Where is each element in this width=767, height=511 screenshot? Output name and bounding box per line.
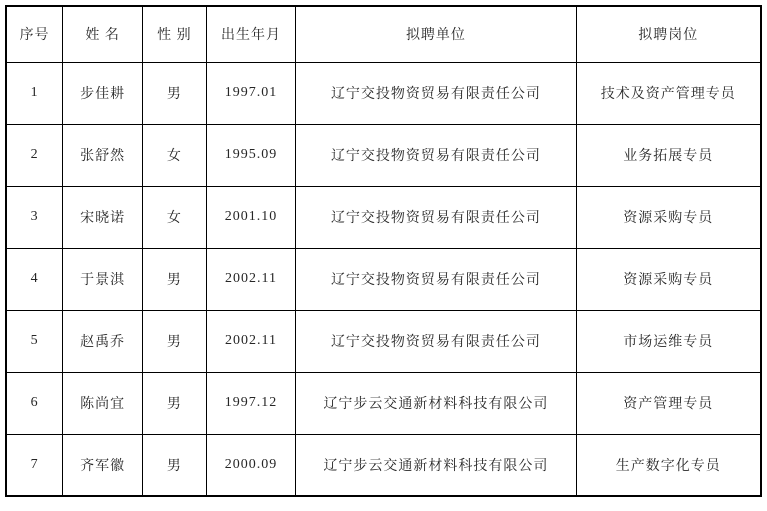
employer-cell: 辽宁交投物资贸易有限责任公司 [296, 62, 576, 124]
position-cell: 资源采购专员 [576, 248, 761, 310]
name-cell: 齐军徽 [63, 434, 143, 496]
header-gender: 性 别 [143, 6, 206, 62]
gender-cell: 男 [143, 62, 206, 124]
gender-cell: 男 [143, 248, 206, 310]
gender-cell: 男 [143, 372, 206, 434]
serial-cell: 7 [6, 434, 63, 496]
position-cell: 生产数字化专员 [576, 434, 761, 496]
position-cell: 业务拓展专员 [576, 124, 761, 186]
table-row [6, 124, 761, 186]
table-body [6, 62, 761, 496]
birth-cell: 1997.12 [206, 372, 296, 434]
position-cell: 资产管理专员 [576, 372, 761, 434]
employer-cell: 辽宁交投物资贸易有限责任公司 [296, 124, 576, 186]
birth-cell: 2002.11 [206, 310, 296, 372]
gender-cell: 女 [143, 124, 206, 186]
serial-cell: 4 [6, 248, 63, 310]
header-serial: 序号 [6, 6, 63, 62]
gender-cell: 男 [143, 434, 206, 496]
birth-cell: 1995.09 [206, 124, 296, 186]
birth-cell: 2001.10 [206, 186, 296, 248]
header-name: 姓 名 [63, 6, 143, 62]
header-row [6, 6, 761, 62]
serial-cell: 1 [6, 62, 63, 124]
birth-cell: 1997.01 [206, 62, 296, 124]
birth-cell: 2002.11 [206, 248, 296, 310]
header-position: 拟聘岗位 [576, 6, 761, 62]
employer-cell: 辽宁步云交通新材料科技有限公司 [296, 434, 576, 496]
gender-cell: 男 [143, 310, 206, 372]
header-employer: 拟聘单位 [296, 6, 576, 62]
header-birth: 出生年月 [206, 6, 296, 62]
table-row [6, 248, 761, 310]
name-cell: 张舒然 [63, 124, 143, 186]
name-cell: 赵禹乔 [63, 310, 143, 372]
serial-cell: 6 [6, 372, 63, 434]
table-row [6, 186, 761, 248]
table-row [6, 62, 761, 124]
serial-cell: 2 [6, 124, 63, 186]
position-cell: 市场运维专员 [576, 310, 761, 372]
serial-cell: 3 [6, 186, 63, 248]
table-row [6, 434, 761, 496]
position-cell: 资源采购专员 [576, 186, 761, 248]
serial-cell: 5 [6, 310, 63, 372]
gender-cell: 女 [143, 186, 206, 248]
employer-cell: 辽宁交投物资贸易有限责任公司 [296, 310, 576, 372]
table-row [6, 310, 761, 372]
candidate-roster-table [5, 5, 762, 497]
birth-cell: 2000.09 [206, 434, 296, 496]
employer-cell: 辽宁步云交通新材料科技有限公司 [296, 372, 576, 434]
table-row [6, 372, 761, 434]
position-cell: 技术及资产管理专员 [576, 62, 761, 124]
employer-cell: 辽宁交投物资贸易有限责任公司 [296, 248, 576, 310]
name-cell: 陈尚宜 [63, 372, 143, 434]
name-cell: 于景淇 [63, 248, 143, 310]
name-cell: 宋晓诺 [63, 186, 143, 248]
name-cell: 步佳耕 [63, 62, 143, 124]
table-header [6, 6, 761, 62]
employer-cell: 辽宁交投物资贸易有限责任公司 [296, 186, 576, 248]
